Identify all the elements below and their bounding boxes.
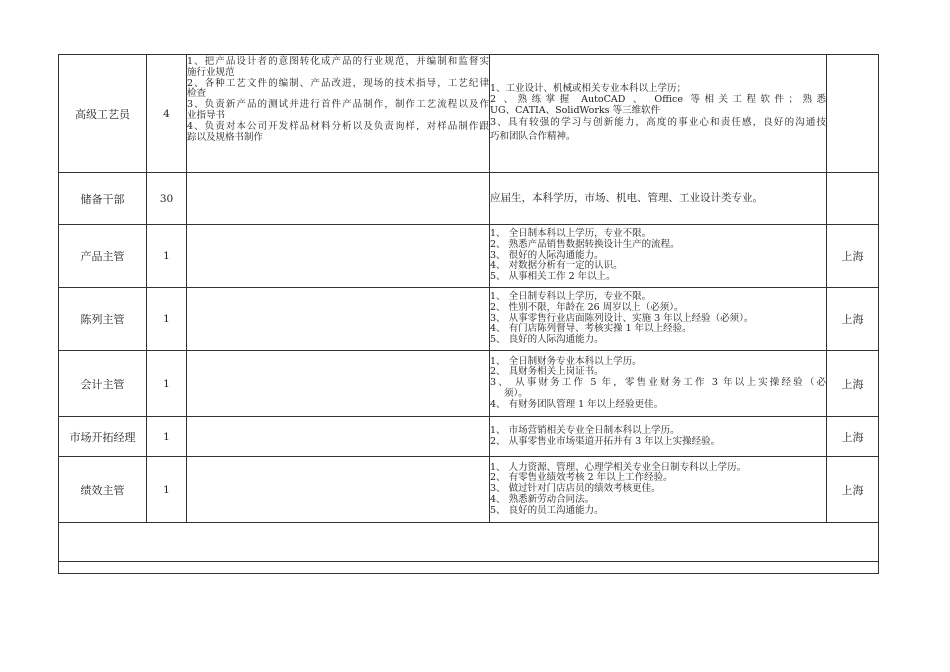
headcount: 4: [147, 55, 187, 173]
work-location: 上海: [827, 417, 879, 457]
empty-row: [59, 523, 879, 562]
job-title: 高级工艺员: [59, 55, 147, 173]
duty-line: 施行业规范: [187, 66, 235, 78]
work-location: 上海: [827, 225, 879, 288]
duty-line: 1、把产品设计者的意图转化成产品的行业规范，并编制和监督实: [187, 56, 489, 67]
headcount: 1: [147, 288, 187, 351]
job-requirements: [490, 417, 827, 457]
job-requirements: [490, 225, 827, 288]
headcount: 1: [147, 351, 187, 417]
table-row: [59, 225, 879, 288]
requirement-line: 1、工业设计、机械或相关专业本科以上学历；: [490, 83, 687, 94]
requirement-line: 2、 有零售业绩效考核 2 年以上工作经验。: [490, 472, 673, 484]
requirement-line: 1、 人力资源、管理、心理学相关专业全日制专科以上学历。: [490, 461, 747, 473]
table-row: [59, 288, 879, 351]
job-duties: [187, 173, 490, 225]
work-location: 上海: [827, 351, 879, 417]
requirement-line: 3、具有较强的学习与创新能力，高度的事业心和责任感，良好的沟通技: [490, 117, 826, 129]
requirement-line: UG、CATIA、SolidWorks 等三维软件: [490, 104, 661, 116]
requirement-line: 3、 从事零售行业店面陈列设计、实施 3 年以上经验（必须）。: [490, 312, 754, 324]
duty-line: 3、负责新产品的测试并进行首件产品制作，制作工艺流程以及作: [187, 99, 489, 111]
requirement-line: 2、 从事零售业市场渠道开拓并有 3 年以上实操经验。: [490, 435, 721, 447]
job-title: 市场开拓经理: [59, 417, 147, 457]
headcount: 30: [147, 173, 187, 225]
work-location: 上海: [827, 457, 879, 523]
job-title: 储备干部: [59, 173, 147, 225]
requirement-line: 4、 对数据分析有一定的认识。: [490, 260, 623, 272]
job-requirements: [490, 288, 827, 351]
empty-cell: [59, 523, 879, 562]
job-requirements: [490, 351, 827, 417]
requirement-line: 1、 全日制专科以上学历，专业不限。: [490, 291, 652, 302]
job-requirements: [490, 173, 827, 225]
empty-cell: [59, 562, 879, 574]
job-duties: [187, 457, 490, 523]
requirement-line: 3、 做过针对门店店员的绩效考核更佳。: [490, 483, 661, 495]
requirement-line: 2、 熟悉产品销售数据转换设计生产的流程。: [490, 238, 680, 250]
jobs-table: [58, 54, 879, 574]
table-row: [59, 457, 879, 523]
table-row: [59, 55, 879, 173]
job-title: 绩效主管: [59, 457, 147, 523]
work-location: 上海: [827, 288, 879, 351]
duty-line: 2、各种工艺文件的编制、产品改进，现场的技术指导，工艺纪律: [187, 77, 489, 89]
duty-line: 踪以及规格书制作: [187, 131, 264, 143]
requirement-line: 1、 全日制财务专业本科以上学历。: [490, 355, 642, 367]
requirement-line: 4、 有财务团队管理 1 年以上经验更佳。: [490, 398, 664, 410]
job-duties: [187, 417, 490, 457]
requirement-line: 5、 从事相关工作 2 年以上。: [490, 271, 616, 283]
requirement-line: 2、 具财务相关上岗证书。: [490, 366, 604, 378]
requirement-line: 须）。: [504, 387, 528, 399]
job-requirements: [490, 55, 827, 173]
requirement-line: 1、 全日制本科以上学历，专业不限。: [490, 228, 652, 239]
job-duties: [187, 225, 490, 288]
duty-line: 检查: [187, 88, 207, 100]
job-title: 陈列主管: [59, 288, 147, 351]
requirement-line: 巧和团队合作精神。: [490, 131, 576, 143]
requirement-line: 2、 性别不限，年龄在 26 周岁以上（必须）。: [490, 301, 684, 313]
duty-line: 业指导书: [187, 109, 226, 121]
job-requirements: [490, 457, 827, 523]
job-title: 产品主管: [59, 225, 147, 288]
requirement-line: 4、 有门店陈列督导、考核实操 1 年以上经验。: [490, 323, 692, 335]
work-location: [827, 173, 879, 225]
job-title: 会计主管: [59, 351, 147, 417]
headcount: 1: [147, 417, 187, 457]
requirement-line: 5、 良好的人际沟通能力。: [490, 334, 604, 346]
headcount: 1: [147, 457, 187, 523]
table-row: [59, 173, 879, 225]
job-duties: [187, 55, 490, 173]
requirement-line: 3、 很好的人际沟通能力。: [490, 249, 604, 261]
table-row: [59, 351, 879, 417]
requirement-line: 4、 熟悉新劳动合同法。: [490, 493, 595, 505]
job-duties: [187, 351, 490, 417]
empty-row: [59, 562, 879, 574]
requirement-line: 3、 从事财务工作 5 年，零售业财务工作 3 年以上实操经验（必: [490, 377, 826, 389]
duty-line: 4、负责对本公司开发样品材料分析以及负责询样，对样品制作跟: [187, 120, 489, 132]
work-location: [827, 55, 879, 173]
requirement-line: 1、 市场营销相关专业全日制本科以上学历。: [490, 424, 680, 436]
table-row: [59, 417, 879, 457]
job-duties: [187, 288, 490, 351]
requirement-line: 2 、熟练掌握 AutoCAD 、 Office 等相关工程软件；熟悉: [490, 93, 826, 105]
requirement-line: 5、 良好的员工沟通能力。: [490, 504, 604, 516]
requirement-line: 应届生，本科学历，市场、机电、管理、工业设计类专业。: [490, 192, 763, 205]
headcount: 1: [147, 225, 187, 288]
